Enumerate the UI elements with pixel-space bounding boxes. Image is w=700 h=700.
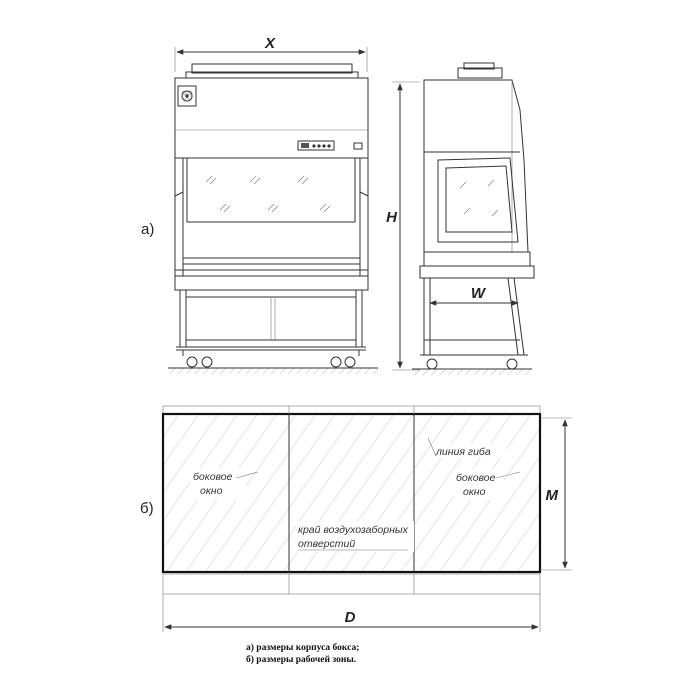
glass-reflections bbox=[206, 176, 330, 212]
view-b-label: б) bbox=[140, 500, 154, 517]
dim-h-label: H bbox=[386, 209, 397, 226]
side-window-right-label-2: окно bbox=[463, 486, 486, 498]
dimension-h bbox=[386, 82, 420, 370]
bend-line-label: линия гиба bbox=[436, 446, 491, 458]
caption-line-1: а) размеры корпуса бокса; bbox=[246, 643, 360, 653]
top-rail bbox=[163, 406, 540, 414]
air-intake-strip bbox=[163, 574, 540, 594]
floor bbox=[168, 368, 378, 374]
dim-x-label: X bbox=[264, 35, 276, 52]
work-surface bbox=[183, 258, 360, 264]
caption-line-2: б) размеры рабочей зоны. bbox=[246, 655, 357, 665]
intake-edge-label-1: край воздухозаборных bbox=[298, 524, 408, 536]
side-window-left-label-1: боковое bbox=[193, 471, 233, 483]
upper-body bbox=[175, 78, 368, 158]
intake-edge-label-2: отверстий bbox=[298, 538, 356, 550]
side-view bbox=[386, 63, 534, 375]
front-sash bbox=[187, 158, 355, 222]
dimension-w bbox=[430, 285, 518, 303]
side-window-right-label-1: боковое bbox=[456, 472, 496, 484]
front-view bbox=[141, 35, 378, 374]
view-a-label: а) bbox=[141, 221, 155, 238]
dim-m-label: M bbox=[545, 487, 558, 504]
dimension-m bbox=[540, 418, 572, 570]
work-zone-view bbox=[140, 406, 572, 632]
control-panel bbox=[298, 141, 362, 150]
dimension-d bbox=[163, 594, 540, 632]
dim-d-label: D bbox=[344, 609, 356, 626]
biohazard-icon bbox=[178, 86, 196, 106]
dim-w-label: W bbox=[470, 285, 486, 302]
side-body bbox=[424, 80, 528, 252]
dimension-x bbox=[175, 35, 367, 72]
caster-wheels bbox=[183, 350, 359, 367]
side-window-left-label-2: окно bbox=[200, 485, 223, 497]
caption bbox=[246, 642, 359, 665]
stand bbox=[176, 290, 366, 350]
